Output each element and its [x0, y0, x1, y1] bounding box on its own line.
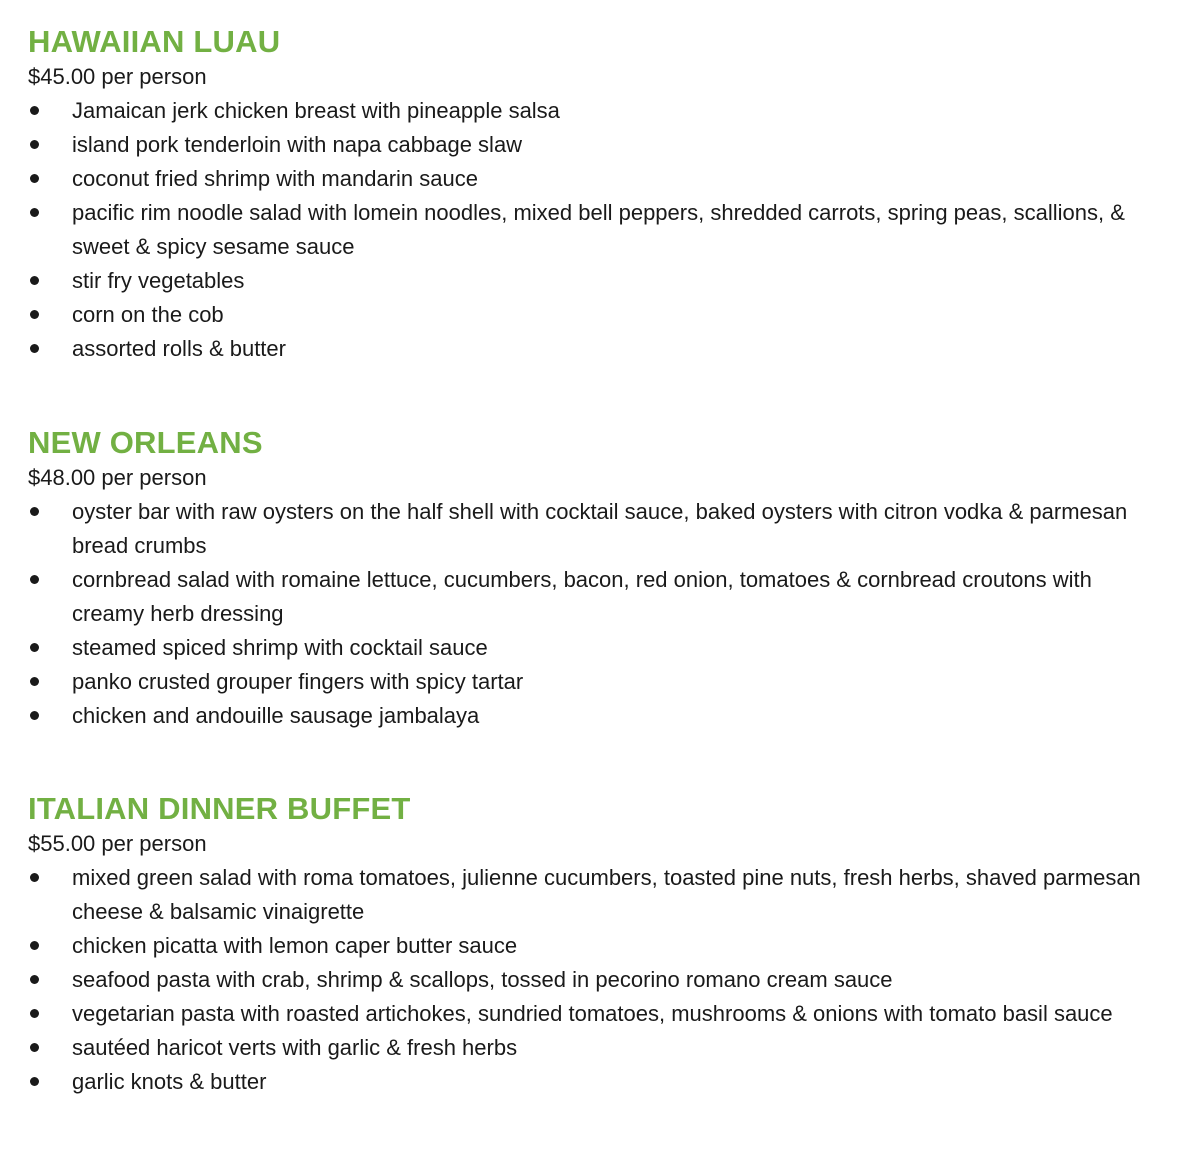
bullet-icon — [30, 507, 39, 516]
bullet-icon — [30, 174, 39, 183]
section-price: $48.00 per person — [28, 465, 207, 490]
menu-item — [28, 332, 1148, 366]
section-title: NEW ORLEANS — [28, 425, 263, 460]
bullet-icon — [30, 677, 39, 686]
menu-item-text: panko crusted grouper fingers with spicy tartar — [72, 669, 524, 694]
menu-item-text: island pork tenderloin with napa cabbage slaw — [72, 132, 523, 157]
menu-section-new-orleans — [28, 425, 1148, 733]
menu-item — [28, 264, 1148, 298]
menu-item-text: corn on the cob — [72, 302, 224, 327]
menu-item-text: oyster bar with raw oysters on the half shell with cocktail sauce, baked oysters with citron vodka & parmesan bread crumbs — [72, 499, 1128, 558]
bullet-icon — [30, 208, 39, 217]
menu-item-text: seafood pasta with crab, shrimp & scallops, tossed in pecorino romano cream sauce — [72, 967, 893, 992]
bullet-icon — [30, 106, 39, 115]
bullet-icon — [30, 1077, 39, 1086]
bullet-icon — [30, 344, 39, 353]
bullet-icon — [30, 941, 39, 950]
menu-item — [28, 94, 1148, 128]
menu-item-text: coconut fried shrimp with mandarin sauce — [72, 166, 478, 191]
menu-section-italian-dinner-buffet — [28, 791, 1148, 1099]
bullet-icon — [30, 873, 39, 882]
menu-item-text: vegetarian pasta with roasted artichokes, sundried tomatoes, mushrooms & onions with tomato basil sauce — [72, 1001, 1113, 1026]
menu-item — [28, 1031, 1148, 1065]
section-title: ITALIAN DINNER BUFFET — [28, 791, 411, 826]
bullet-icon — [30, 711, 39, 720]
menu-item — [28, 963, 1148, 997]
menu-item — [28, 298, 1148, 332]
menu-item — [28, 929, 1148, 963]
menu-item — [28, 861, 1148, 929]
menu-item — [28, 1065, 1148, 1099]
menu-item — [28, 162, 1148, 196]
bullet-icon — [30, 575, 39, 584]
bullet-icon — [30, 310, 39, 319]
menu-item-text: sautéed haricot verts with garlic & fresh herbs — [72, 1035, 518, 1060]
menu-item — [28, 128, 1148, 162]
menu-item-text: chicken picatta with lemon caper butter sauce — [72, 933, 518, 958]
menu-item — [28, 665, 1148, 699]
section-price: $55.00 per person — [28, 831, 207, 856]
menu-item-text: assorted rolls & butter — [72, 336, 286, 361]
bullet-icon — [30, 140, 39, 149]
menu-item-list — [28, 94, 1148, 366]
bullet-icon — [30, 643, 39, 652]
menu-section-hawaiian-luau — [28, 24, 1148, 366]
menu-item — [28, 997, 1148, 1031]
menu-item — [28, 563, 1148, 631]
menu-item-text: steamed spiced shrimp with cocktail sauce — [72, 635, 488, 660]
menu-item-text: pacific rim noodle salad with lomein noodles, mixed bell peppers, shredded carrots, spring peas, scallions, & sweet & spicy sesame sauce — [72, 200, 1125, 259]
bullet-icon — [30, 1009, 39, 1018]
menu-item-list — [28, 495, 1148, 733]
menu-item-text: stir fry vegetables — [72, 268, 245, 293]
bullet-icon — [30, 1043, 39, 1052]
menu-item — [28, 196, 1148, 264]
menu-item — [28, 699, 1148, 733]
menu-item-text: mixed green salad with roma tomatoes, julienne cucumbers, toasted pine nuts, fresh herbs, shaved parmesan cheese & balsamic vinaigrette — [72, 865, 1141, 924]
menu-item — [28, 495, 1148, 563]
section-title: HAWAIIAN LUAU — [28, 24, 281, 59]
menu-item-list — [28, 861, 1148, 1099]
menu-item-text: Jamaican jerk chicken breast with pineapple salsa — [72, 98, 560, 123]
menu-item-text: chicken and andouille sausage jambalaya — [72, 703, 480, 728]
bullet-icon — [30, 276, 39, 285]
menu-item-text: garlic knots & butter — [72, 1069, 267, 1094]
section-price: $45.00 per person — [28, 64, 207, 89]
menu-item — [28, 631, 1148, 665]
menu-item-text: cornbread salad with romaine lettuce, cucumbers, bacon, red onion, tomatoes & cornbread croutons with creamy herb dressing — [72, 567, 1092, 626]
bullet-icon — [30, 975, 39, 984]
